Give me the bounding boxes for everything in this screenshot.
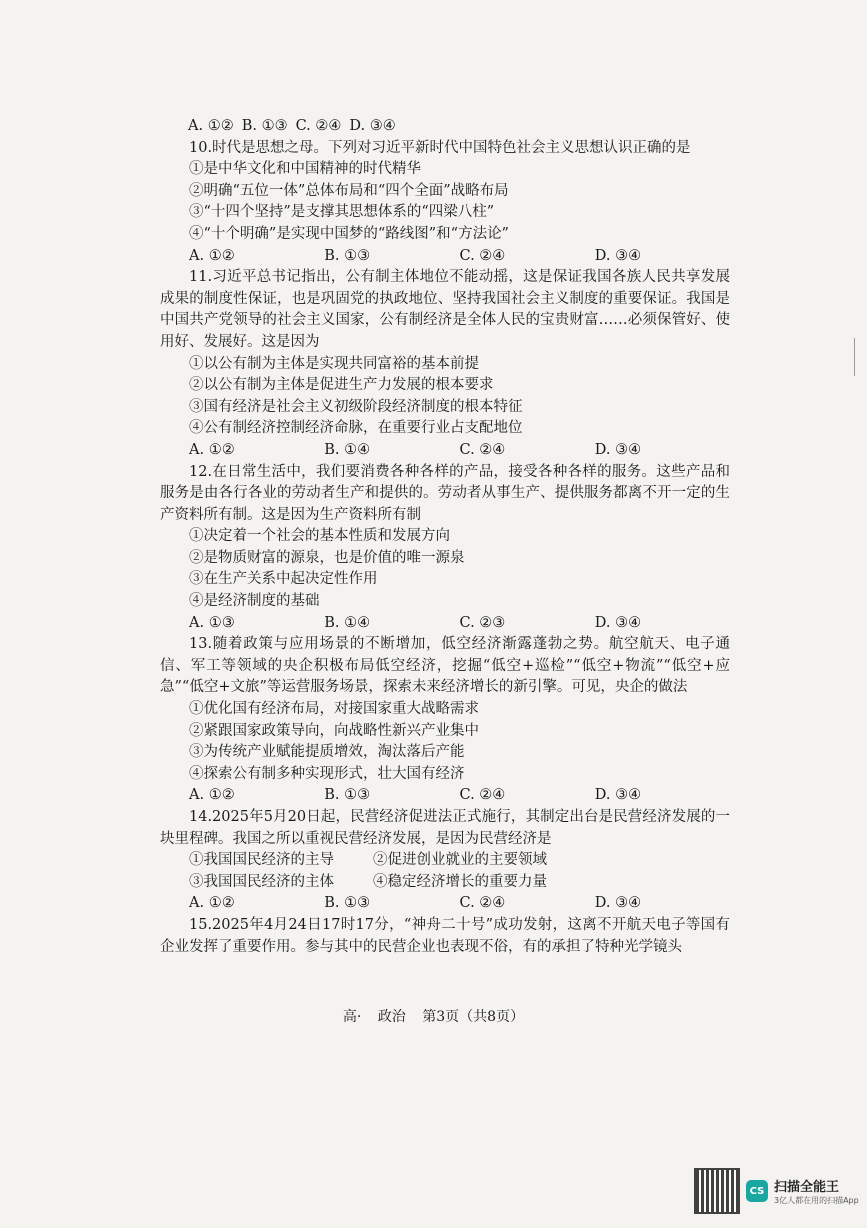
answer-option: C. ②④: [295, 118, 342, 134]
answer-option: A. ①③: [189, 614, 235, 631]
q12-option-2: ②是物质财富的源泉，也是价值的唯一源泉: [189, 549, 465, 566]
q11-option-4: ④公有制经济控制经济命脉，在重要行业占支配地位: [189, 420, 523, 437]
answer-option: A. ①②: [188, 118, 234, 134]
answer-option: D. ③④: [349, 118, 396, 134]
q14-answers: [160, 893, 730, 915]
q14-options-row-2: [160, 872, 730, 894]
answer-option: D. ③④: [594, 787, 642, 804]
q10-option-3: ③“十四个坚持”是支撑其思想体系的“四梁八柱”: [189, 204, 495, 221]
camscanner-logo-icon: CS: [746, 1180, 768, 1202]
answer-option: C. ②④: [459, 247, 506, 264]
answer-option: B. ①④: [324, 441, 371, 458]
answer-option: C. ②④: [459, 441, 506, 458]
q10-answers: [160, 246, 730, 268]
q11-stem: 11.习近平总书记指出，公有制主体地位不能动摇，这是保证我国各族人民共享发展成果的制度性保证，也是巩固党的执政地位、坚持我国社会主义制度的重要保证。我国是中国共产党领导的社会主义国家，公有制经济是全体人民的宝贵财富……必须保管好、使用好、发展好。这是因为: [160, 269, 730, 350]
scanner-brand-tagline: 3亿人都在用的扫描App: [774, 1196, 859, 1205]
q10-option-4: ④“十个明确”是实现中国梦的“路线图”和“方法论”: [189, 225, 509, 242]
q10-option-1: ①是中华文化和中国精神的时代精华: [189, 161, 421, 178]
q13-answers: [160, 785, 730, 807]
q14-option-3: ③我国国民经济的主体: [189, 873, 334, 890]
q11-option-3: ③国有经济是社会主义初级阶段经济制度的根本特征: [189, 398, 523, 415]
answer-option: B. ①③: [324, 247, 371, 264]
answer-option: C. ②④: [459, 895, 506, 912]
page-footer: [0, 1006, 867, 1026]
q12-option-3: ③在生产关系中起决定性作用: [189, 571, 378, 588]
scan-edge-mark: [854, 338, 855, 376]
answer-option: A. ①②: [189, 895, 235, 912]
q13-option-1: ①优化国有经济布局，对接国家重大战略需求: [189, 701, 479, 718]
q14-options-row-1: [160, 850, 730, 872]
q12-stem: 12.在日常生活中，我们要消费各种各样的产品，接受各种各样的服务。这些产品和服务是由各行各业的劳动者生产和提供的。劳动者从事生产、提供服务都离不开一定的生产资料所有制。这是因为生产资料所有制: [160, 463, 730, 523]
footer-grade: 高·: [342, 1009, 362, 1025]
answer-option: A. ①②: [189, 787, 235, 804]
answer-option: B. ①④: [324, 614, 371, 631]
q12-answers: [160, 613, 730, 635]
qr-code-icon: [694, 1168, 740, 1214]
answer-option: C. ②③: [459, 614, 506, 631]
q14-option-1: ①我国国民经济的主导: [189, 852, 334, 869]
q13-option-3: ③为传统产业赋能提质增效，淘汰落后产能: [189, 744, 465, 761]
q12-option-1: ①决定着一个社会的基本性质和发展方向: [189, 528, 450, 545]
answer-option: D. ③④: [594, 441, 642, 458]
answer-option: A. ①②: [189, 441, 235, 458]
q11-option-2: ②以公有制为主体是促进生产力发展的根本要求: [189, 377, 494, 394]
scanner-brand: [774, 1176, 859, 1206]
q13-option-4: ④探索公有制多种实现形式，壮大国有经济: [189, 765, 465, 782]
answer-option: C. ②④: [459, 787, 506, 804]
q9-answers: [160, 116, 730, 138]
q13-stem: 13.随着政策与应用场景的不断增加，低空经济渐露蓬勃之势。航空航天、电子通信、军工等领域的央企积极布局低空经济，挖掘“低空+巡检”“低空+物流”“低空+应急”“低空+文旅”等运营服务场景，探索未来经济增长的新引擎。可见，央企的做法: [160, 636, 730, 696]
scanner-watermark: [694, 1168, 859, 1214]
q10-option-2: ②明确“五位一体”总体布局和“四个全面”战略布局: [189, 182, 509, 199]
answer-option: B. ①③: [324, 895, 371, 912]
answer-option: D. ③④: [594, 895, 642, 912]
q13-option-2: ②紧跟国家政策导向，向战略性新兴产业集中: [189, 722, 479, 739]
q11-option-1: ①以公有制为主体是实现共同富裕的基本前提: [189, 355, 479, 372]
q11-answers: [160, 440, 730, 462]
answer-option: D. ③④: [594, 247, 642, 264]
q10-stem: 10.时代是思想之母。下列对习近平新时代中国特色社会主义思想认识正确的是: [189, 139, 691, 156]
q12-option-4: ④是经济制度的基础: [189, 593, 320, 610]
answer-option: D. ③④: [594, 614, 642, 631]
footer-page-number: 第3页（共8页）: [422, 1009, 525, 1025]
page-content: [160, 116, 730, 958]
footer-subject: 政治: [377, 1009, 406, 1025]
q14-option-4: ④稳定经济增长的重要力量: [373, 873, 547, 890]
q15-stem: 15.2025年4月24日17时17分，“神舟二十号”成功发射，这离不开航天电子等国有企业发挥了重要作用。参与其中的民营企业也表现不俗，有的承担了特种光学镜头: [160, 916, 730, 955]
scanner-brand-name: 扫描全能王: [774, 1180, 840, 1195]
q14-stem: 14.2025年5月20日起，民营经济促进法正式施行，其制定出台是民营经济发展的一块里程碑。我国之所以重视民营经济发展，是因为民营经济是: [160, 809, 730, 847]
answer-option: B. ①③: [241, 118, 288, 134]
answer-option: B. ①③: [324, 787, 371, 804]
answer-option: A. ①②: [189, 247, 235, 264]
q14-option-2: ②促进创业就业的主要领域: [373, 852, 547, 869]
